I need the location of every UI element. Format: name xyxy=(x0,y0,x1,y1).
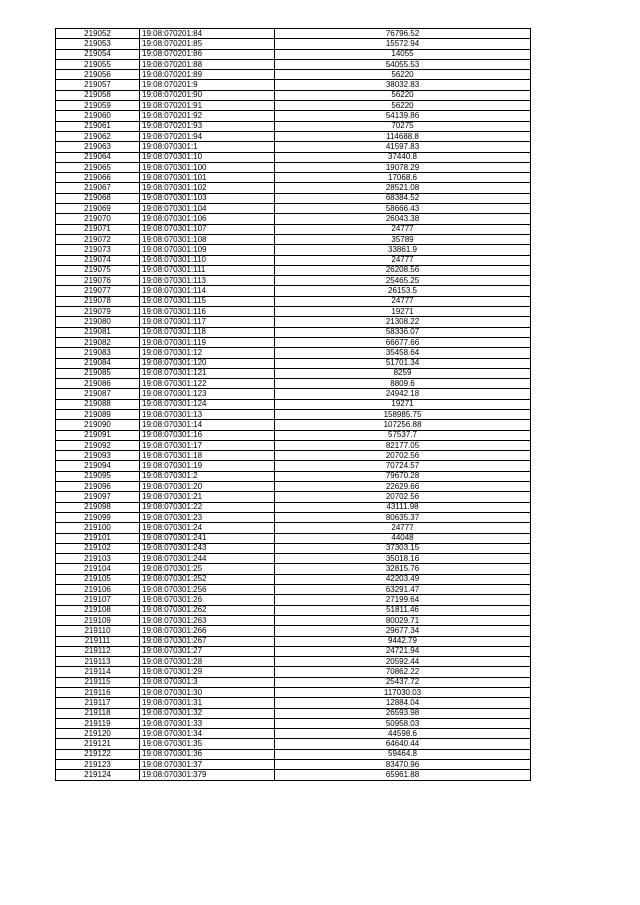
table-row xyxy=(56,90,531,100)
value-cell: 57537.7 xyxy=(275,430,531,440)
row-id-cell: 219106 xyxy=(56,585,140,595)
row-id-cell: 219100 xyxy=(56,523,140,533)
row-id-cell: 219109 xyxy=(56,615,140,625)
table-row xyxy=(56,379,531,389)
value-cell: 15572.94 xyxy=(275,39,531,49)
row-id-cell: 219075 xyxy=(56,265,140,275)
cadastral-number-cell: 19:08:070301:2 xyxy=(140,471,275,481)
value-cell: 27199.64 xyxy=(275,595,531,605)
table-row xyxy=(56,296,531,306)
value-cell: 44048 xyxy=(275,533,531,543)
cadastral-number-cell: 19:08:070301:104 xyxy=(140,204,275,214)
row-id-cell: 219095 xyxy=(56,471,140,481)
table-row xyxy=(56,595,531,605)
value-cell: 26043.38 xyxy=(275,214,531,224)
row-id-cell: 219117 xyxy=(56,698,140,708)
row-id-cell: 219086 xyxy=(56,379,140,389)
table-row xyxy=(56,337,531,347)
value-cell: 80029.71 xyxy=(275,615,531,625)
cadastral-number-cell: 19:08:070301:22 xyxy=(140,502,275,512)
cadastral-number-cell: 19:08:070301:12 xyxy=(140,348,275,358)
value-cell: 42203.49 xyxy=(275,574,531,584)
row-id-cell: 219124 xyxy=(56,770,140,780)
table-row xyxy=(56,523,531,533)
row-id-cell: 219090 xyxy=(56,420,140,430)
value-cell: 58666.43 xyxy=(275,204,531,214)
cadastral-number-cell: 19:08:070301:113 xyxy=(140,276,275,286)
row-id-cell: 219098 xyxy=(56,502,140,512)
value-cell: 29677.34 xyxy=(275,626,531,636)
value-cell: 22629.66 xyxy=(275,482,531,492)
cadastral-number-cell: 19:08:070201:86 xyxy=(140,49,275,59)
table-row xyxy=(56,121,531,131)
row-id-cell: 219122 xyxy=(56,749,140,759)
row-id-cell: 219077 xyxy=(56,286,140,296)
value-cell: 63291.47 xyxy=(275,585,531,595)
table-row xyxy=(56,162,531,172)
cadastral-number-cell: 19:08:070301:18 xyxy=(140,451,275,461)
row-id-cell: 219067 xyxy=(56,183,140,193)
value-cell: 44598.6 xyxy=(275,729,531,739)
cadastral-number-cell: 19:08:070301:1 xyxy=(140,142,275,152)
value-cell: 51811.46 xyxy=(275,605,531,615)
table-row xyxy=(56,111,531,121)
row-id-cell: 219057 xyxy=(56,80,140,90)
row-id-cell: 219116 xyxy=(56,688,140,698)
value-cell: 35458.64 xyxy=(275,348,531,358)
cadastral-number-cell: 19:08:070301:101 xyxy=(140,173,275,183)
value-cell: 37440.8 xyxy=(275,152,531,162)
value-cell: 38032.83 xyxy=(275,80,531,90)
cadastral-number-cell: 19:08:070301:123 xyxy=(140,389,275,399)
value-cell: 80635.37 xyxy=(275,512,531,522)
table-row xyxy=(56,80,531,90)
value-cell: 83470.96 xyxy=(275,760,531,770)
value-cell: 35789 xyxy=(275,234,531,244)
row-id-cell: 219063 xyxy=(56,142,140,152)
cadastral-number-cell: 19:08:070301:267 xyxy=(140,636,275,646)
cadastral-number-cell: 19:08:070301:118 xyxy=(140,327,275,337)
cadastral-number-cell: 19:08:070301:107 xyxy=(140,224,275,234)
cadastral-number-cell: 19:08:070301:106 xyxy=(140,214,275,224)
row-id-cell: 219110 xyxy=(56,626,140,636)
table-row xyxy=(56,667,531,677)
cadastral-number-cell: 19:08:070201:94 xyxy=(140,131,275,141)
cadastral-number-cell: 19:08:070301:37 xyxy=(140,760,275,770)
table-row xyxy=(56,646,531,656)
cadastral-number-cell: 19:08:070301:21 xyxy=(140,492,275,502)
table-row xyxy=(56,482,531,492)
value-cell: 19271 xyxy=(275,307,531,317)
cadastral-number-cell: 19:08:070301:103 xyxy=(140,193,275,203)
table-row xyxy=(56,265,531,275)
row-id-cell: 219104 xyxy=(56,564,140,574)
table-row xyxy=(56,688,531,698)
cadastral-number-cell: 19:08:070201:92 xyxy=(140,111,275,121)
value-cell: 25437.72 xyxy=(275,677,531,687)
table-row xyxy=(56,451,531,461)
row-id-cell: 219094 xyxy=(56,461,140,471)
row-id-cell: 219085 xyxy=(56,368,140,378)
table-row xyxy=(56,749,531,759)
cadastral-number-cell: 19:08:070201:84 xyxy=(140,29,275,39)
value-cell: 26208.56 xyxy=(275,265,531,275)
cadastral-number-cell: 19:08:070301:119 xyxy=(140,337,275,347)
value-cell: 14055 xyxy=(275,49,531,59)
cadastral-number-cell: 19:08:070301:35 xyxy=(140,739,275,749)
table-row xyxy=(56,255,531,265)
cadastral-number-cell: 19:08:070301:244 xyxy=(140,554,275,564)
row-id-cell: 219102 xyxy=(56,543,140,553)
row-id-cell: 219083 xyxy=(56,348,140,358)
cadastral-number-cell: 19:08:070201:93 xyxy=(140,121,275,131)
value-cell: 26593.98 xyxy=(275,708,531,718)
value-cell: 24721.94 xyxy=(275,646,531,656)
row-id-cell: 219123 xyxy=(56,760,140,770)
cadastral-number-cell: 19:08:070301:31 xyxy=(140,698,275,708)
value-cell: 79670.28 xyxy=(275,471,531,481)
table-row xyxy=(56,399,531,409)
row-id-cell: 219056 xyxy=(56,70,140,80)
row-id-cell: 219072 xyxy=(56,234,140,244)
table-row xyxy=(56,286,531,296)
table-row xyxy=(56,348,531,358)
value-cell: 70724.57 xyxy=(275,461,531,471)
row-id-cell: 219070 xyxy=(56,214,140,224)
table-row xyxy=(56,101,531,111)
table-row xyxy=(56,605,531,615)
value-cell: 12884.04 xyxy=(275,698,531,708)
cadastral-number-cell: 19:08:070301:110 xyxy=(140,255,275,265)
cadastral-number-cell: 19:08:070301:29 xyxy=(140,667,275,677)
row-id-cell: 219121 xyxy=(56,739,140,749)
cadastral-number-cell: 19:08:070301:30 xyxy=(140,688,275,698)
row-id-cell: 219062 xyxy=(56,131,140,141)
value-cell: 24777 xyxy=(275,255,531,265)
table-row xyxy=(56,70,531,80)
value-cell: 17068.6 xyxy=(275,173,531,183)
value-cell: 9442.79 xyxy=(275,636,531,646)
row-id-cell: 219081 xyxy=(56,327,140,337)
table-row xyxy=(56,193,531,203)
cadastral-number-cell: 19:08:070301:102 xyxy=(140,183,275,193)
table-row xyxy=(56,59,531,69)
value-cell: 43111.98 xyxy=(275,502,531,512)
row-id-cell: 219115 xyxy=(56,677,140,687)
value-cell: 56220 xyxy=(275,90,531,100)
cadastral-number-cell: 19:08:070301:266 xyxy=(140,626,275,636)
value-cell: 19078.29 xyxy=(275,162,531,172)
row-id-cell: 219118 xyxy=(56,708,140,718)
row-id-cell: 219120 xyxy=(56,729,140,739)
cadastral-number-cell: 19:08:070301:108 xyxy=(140,234,275,244)
row-id-cell: 219082 xyxy=(56,337,140,347)
table-row xyxy=(56,214,531,224)
row-id-cell: 219071 xyxy=(56,224,140,234)
table-row xyxy=(56,224,531,234)
value-cell: 24777 xyxy=(275,523,531,533)
value-cell: 35018.16 xyxy=(275,554,531,564)
cadastral-number-cell: 19:08:070301:3 xyxy=(140,677,275,687)
table-row xyxy=(56,368,531,378)
cadastral-number-cell: 19:08:070201:90 xyxy=(140,90,275,100)
row-id-cell: 219064 xyxy=(56,152,140,162)
value-cell: 20702.56 xyxy=(275,492,531,502)
cadastral-number-cell: 19:08:070301:20 xyxy=(140,482,275,492)
row-id-cell: 219091 xyxy=(56,430,140,440)
row-id-cell: 219084 xyxy=(56,358,140,368)
row-id-cell: 219111 xyxy=(56,636,140,646)
table-row xyxy=(56,512,531,522)
table-row xyxy=(56,471,531,481)
table-row xyxy=(56,204,531,214)
cadastral-number-cell: 19:08:070301:14 xyxy=(140,420,275,430)
value-cell: 41597.83 xyxy=(275,142,531,152)
cadastral-number-cell: 19:08:070301:256 xyxy=(140,585,275,595)
row-id-cell: 219080 xyxy=(56,317,140,327)
row-id-cell: 219087 xyxy=(56,389,140,399)
cadastral-number-cell: 19:08:070301:17 xyxy=(140,440,275,450)
value-cell: 82177.05 xyxy=(275,440,531,450)
row-id-cell: 219096 xyxy=(56,482,140,492)
row-id-cell: 219114 xyxy=(56,667,140,677)
table-row xyxy=(56,276,531,286)
row-id-cell: 219073 xyxy=(56,245,140,255)
value-cell: 32815.76 xyxy=(275,564,531,574)
table-row xyxy=(56,533,531,543)
value-cell: 66677.66 xyxy=(275,337,531,347)
value-cell: 51701.34 xyxy=(275,358,531,368)
cadastral-number-cell: 19:08:070301:114 xyxy=(140,286,275,296)
table-row xyxy=(56,317,531,327)
value-cell: 76796.52 xyxy=(275,29,531,39)
cadastral-number-cell: 19:08:070301:34 xyxy=(140,729,275,739)
cadastral-number-cell: 19:08:070201:88 xyxy=(140,59,275,69)
row-id-cell: 219076 xyxy=(56,276,140,286)
cadastral-number-cell: 19:08:070301:262 xyxy=(140,605,275,615)
value-cell: 8259 xyxy=(275,368,531,378)
row-id-cell: 219054 xyxy=(56,49,140,59)
table-row xyxy=(56,585,531,595)
value-cell: 33861.9 xyxy=(275,245,531,255)
value-cell: 56220 xyxy=(275,70,531,80)
row-id-cell: 219061 xyxy=(56,121,140,131)
cadastral-number-cell: 19:08:070301:32 xyxy=(140,708,275,718)
cadastral-number-cell: 19:08:070301:25 xyxy=(140,564,275,574)
row-id-cell: 219069 xyxy=(56,204,140,214)
value-cell: 8809.6 xyxy=(275,379,531,389)
cadastral-number-cell: 19:08:070301:23 xyxy=(140,512,275,522)
cadastral-number-cell: 19:08:070301:122 xyxy=(140,379,275,389)
row-id-cell: 219079 xyxy=(56,307,140,317)
table-row xyxy=(56,718,531,728)
row-id-cell: 219099 xyxy=(56,512,140,522)
row-id-cell: 219107 xyxy=(56,595,140,605)
value-cell: 107256.88 xyxy=(275,420,531,430)
table-row xyxy=(56,574,531,584)
cadastral-number-cell: 19:08:070301:111 xyxy=(140,265,275,275)
table-row xyxy=(56,245,531,255)
table-row xyxy=(56,39,531,49)
table-row xyxy=(56,708,531,718)
cadastral-number-cell: 19:08:070301:121 xyxy=(140,368,275,378)
value-cell: 19271 xyxy=(275,399,531,409)
table-row xyxy=(56,626,531,636)
value-cell: 21308.22 xyxy=(275,317,531,327)
value-cell: 24777 xyxy=(275,224,531,234)
table-row xyxy=(56,29,531,39)
cadastral-number-cell: 19:08:070301:109 xyxy=(140,245,275,255)
table-row xyxy=(56,131,531,141)
row-id-cell: 219103 xyxy=(56,554,140,564)
value-cell: 24942.18 xyxy=(275,389,531,399)
value-cell: 114688.8 xyxy=(275,131,531,141)
row-id-cell: 219059 xyxy=(56,101,140,111)
value-cell: 58336.07 xyxy=(275,327,531,337)
row-id-cell: 219108 xyxy=(56,605,140,615)
table-row xyxy=(56,492,531,502)
cadastral-number-cell: 19:08:070301:124 xyxy=(140,399,275,409)
row-id-cell: 219113 xyxy=(56,657,140,667)
row-id-cell: 219112 xyxy=(56,646,140,656)
value-cell: 54055.53 xyxy=(275,59,531,69)
row-id-cell: 219101 xyxy=(56,533,140,543)
cadastral-number-cell: 19:08:070301:115 xyxy=(140,296,275,306)
value-cell: 65961.88 xyxy=(275,770,531,780)
table-row xyxy=(56,677,531,687)
cadastral-number-cell: 19:08:070201:9 xyxy=(140,80,275,90)
value-cell: 158985.75 xyxy=(275,409,531,419)
cadastral-number-cell: 19:08:070301:24 xyxy=(140,523,275,533)
table-row xyxy=(56,554,531,564)
row-id-cell: 219093 xyxy=(56,451,140,461)
cadastral-number-cell: 19:08:070301:10 xyxy=(140,152,275,162)
table-row xyxy=(56,770,531,780)
value-cell: 37303.15 xyxy=(275,543,531,553)
cadastral-number-cell: 19:08:070301:263 xyxy=(140,615,275,625)
table-row xyxy=(56,440,531,450)
table-row xyxy=(56,564,531,574)
table-row xyxy=(56,389,531,399)
table-row xyxy=(56,657,531,667)
value-cell: 24777 xyxy=(275,296,531,306)
table-row xyxy=(56,698,531,708)
row-id-cell: 219088 xyxy=(56,399,140,409)
row-id-cell: 219052 xyxy=(56,29,140,39)
cadastral-number-cell: 19:08:070301:27 xyxy=(140,646,275,656)
value-cell: 54139.86 xyxy=(275,111,531,121)
row-id-cell: 219066 xyxy=(56,173,140,183)
cadastral-number-cell: 19:08:070301:252 xyxy=(140,574,275,584)
row-id-cell: 219089 xyxy=(56,409,140,419)
table-row xyxy=(56,234,531,244)
row-id-cell: 219105 xyxy=(56,574,140,584)
cadastral-number-cell: 19:08:070301:379 xyxy=(140,770,275,780)
cadastral-number-cell: 19:08:070301:13 xyxy=(140,409,275,419)
table-row xyxy=(56,636,531,646)
cadastral-number-cell: 19:08:070301:26 xyxy=(140,595,275,605)
table-row xyxy=(56,358,531,368)
table-row xyxy=(56,49,531,59)
cadastral-number-cell: 19:08:070301:100 xyxy=(140,162,275,172)
row-id-cell: 219053 xyxy=(56,39,140,49)
cadastral-number-cell: 19:08:070301:33 xyxy=(140,718,275,728)
table-row xyxy=(56,729,531,739)
table-row xyxy=(56,615,531,625)
table-row xyxy=(56,152,531,162)
row-id-cell: 219074 xyxy=(56,255,140,265)
value-cell: 64640.44 xyxy=(275,739,531,749)
cadastral-number-cell: 19:08:070301:243 xyxy=(140,543,275,553)
cadastral-number-cell: 19:08:070201:89 xyxy=(140,70,275,80)
table-row xyxy=(56,183,531,193)
cadastral-number-cell: 19:08:070301:36 xyxy=(140,749,275,759)
table-body xyxy=(56,29,531,781)
table-row xyxy=(56,173,531,183)
table-row xyxy=(56,142,531,152)
table-row xyxy=(56,461,531,471)
value-cell: 50958.03 xyxy=(275,718,531,728)
cadastral-number-cell: 19:08:070301:117 xyxy=(140,317,275,327)
value-cell: 70862.22 xyxy=(275,667,531,677)
value-cell: 117030.03 xyxy=(275,688,531,698)
value-cell: 25465.25 xyxy=(275,276,531,286)
table-row xyxy=(56,420,531,430)
table-row xyxy=(56,760,531,770)
value-cell: 26153.5 xyxy=(275,286,531,296)
table-row xyxy=(56,307,531,317)
value-cell: 70275 xyxy=(275,121,531,131)
cadastral-number-cell: 19:08:070301:19 xyxy=(140,461,275,471)
table-row xyxy=(56,739,531,749)
cadastral-number-cell: 19:08:070201:85 xyxy=(140,39,275,49)
row-id-cell: 219092 xyxy=(56,440,140,450)
row-id-cell: 219078 xyxy=(56,296,140,306)
cadastral-number-cell: 19:08:070301:116 xyxy=(140,307,275,317)
cadastral-number-cell: 19:08:070301:16 xyxy=(140,430,275,440)
row-id-cell: 219097 xyxy=(56,492,140,502)
value-cell: 28521.08 xyxy=(275,183,531,193)
table-row xyxy=(56,430,531,440)
cadastral-number-cell: 19:08:070301:28 xyxy=(140,657,275,667)
cadastral-number-cell: 19:08:070201:91 xyxy=(140,101,275,111)
row-id-cell: 219058 xyxy=(56,90,140,100)
value-cell: 20592.44 xyxy=(275,657,531,667)
table-row xyxy=(56,502,531,512)
row-id-cell: 219119 xyxy=(56,718,140,728)
cadastral-number-cell: 19:08:070301:241 xyxy=(140,533,275,543)
cadastral-number-cell: 19:08:070301:120 xyxy=(140,358,275,368)
row-id-cell: 219065 xyxy=(56,162,140,172)
value-cell: 59464.8 xyxy=(275,749,531,759)
row-id-cell: 219060 xyxy=(56,111,140,121)
value-cell: 20702.56 xyxy=(275,451,531,461)
value-cell: 56220 xyxy=(275,101,531,111)
cadastral-value-table xyxy=(55,28,531,781)
value-cell: 68384.52 xyxy=(275,193,531,203)
table-row xyxy=(56,543,531,553)
row-id-cell: 219068 xyxy=(56,193,140,203)
table-row xyxy=(56,409,531,419)
table-row xyxy=(56,327,531,337)
row-id-cell: 219055 xyxy=(56,59,140,69)
